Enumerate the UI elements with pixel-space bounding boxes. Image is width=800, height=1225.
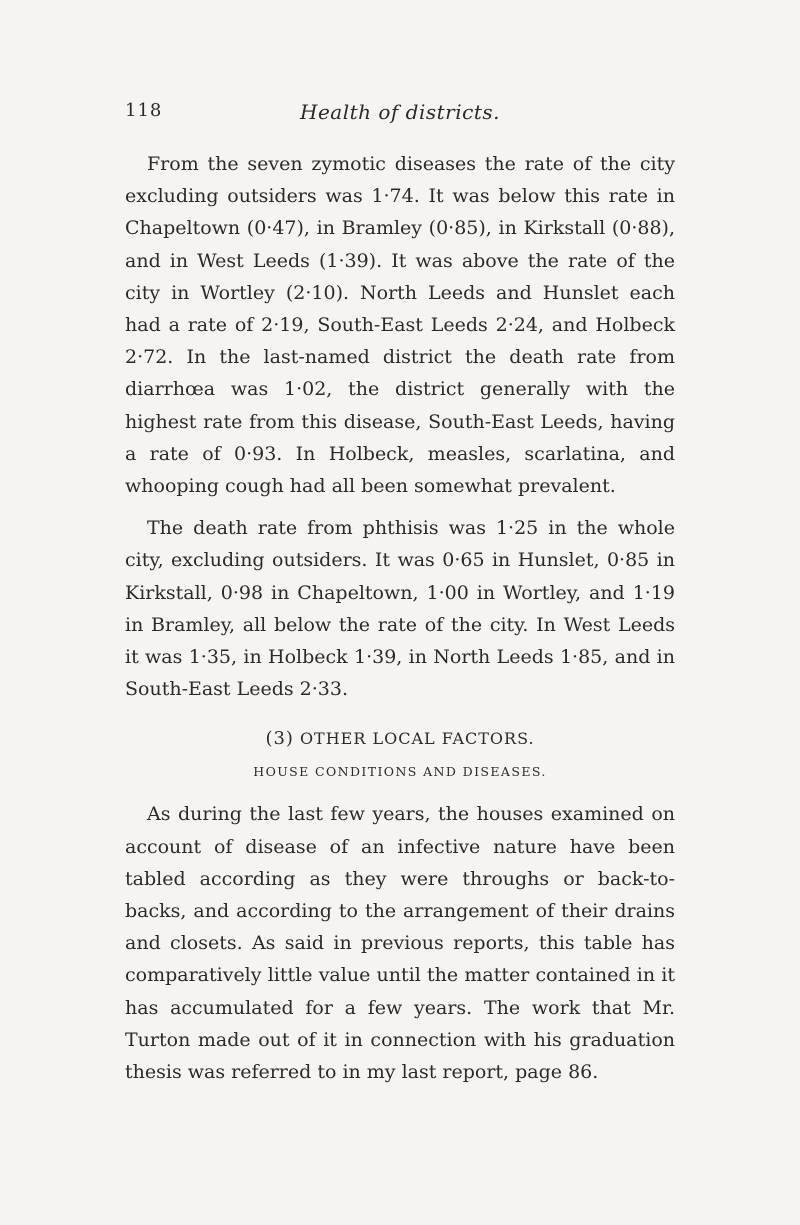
body-text — [125, 148, 675, 1088]
paragraph-zymotic-diseases: From the seven zymotic diseases the rate of the city excluding outsiders was 1·74. It was below this rate in Chapeltown (0·47), in Bramley (0·85), in Kirkstall (0·88), and in West Leeds (1·39). It was above the rate of the city in Wortley (2·10). North Leeds and Hunslet each had a rate of 2·19, South-East Leeds 2·24, and Holbeck 2·72. In the last-named district the death rate from diarrhœa was 1·02, the district generally with the highest rate from this disease, South-East Leeds, having a rate of 0·93. In Holbeck, measles, scarlatina, and whooping cough had all been somewhat prevalent. — [125, 153, 675, 498]
section-title: OTHER LOCAL FACTORS. — [299, 729, 535, 749]
paragraph-phthisis: The death rate from phthisis was 1·25 in the whole city, excluding outsiders. It was 0·65 in Hunslet, 0·85 in Kirkstall, 0·98 in Chapeltown, 1·00 in Wortley, and 1·19 in Bramley, all below the rate of the city. In West Leeds it was 1·35, in Holbeck 1·39, in North Leeds 1·85, and in South-East Leeds 2·33. — [125, 517, 675, 701]
paragraph-house-conditions: As during the last few years, the houses examined on account of disease of an infective nature have been tabled according as they were throughs or back-to-backs, and according to the arrangement of their drains and closets. As said in previous reports, this table has comparatively little value until the matter contained in it has accumulated for a few years. The work that Mr. Turton made out of it in connection with his graduation thesis was referred to in my last report, page 86. — [125, 803, 675, 1084]
page-number: 118 — [125, 100, 163, 121]
running-title: Health of districts. — [300, 100, 500, 124]
running-header — [125, 100, 675, 130]
section-subtitle: HOUSE CONDITIONS AND DISEASES. — [253, 764, 547, 780]
section-heading — [125, 727, 675, 751]
section-number: (3) — [265, 728, 294, 750]
